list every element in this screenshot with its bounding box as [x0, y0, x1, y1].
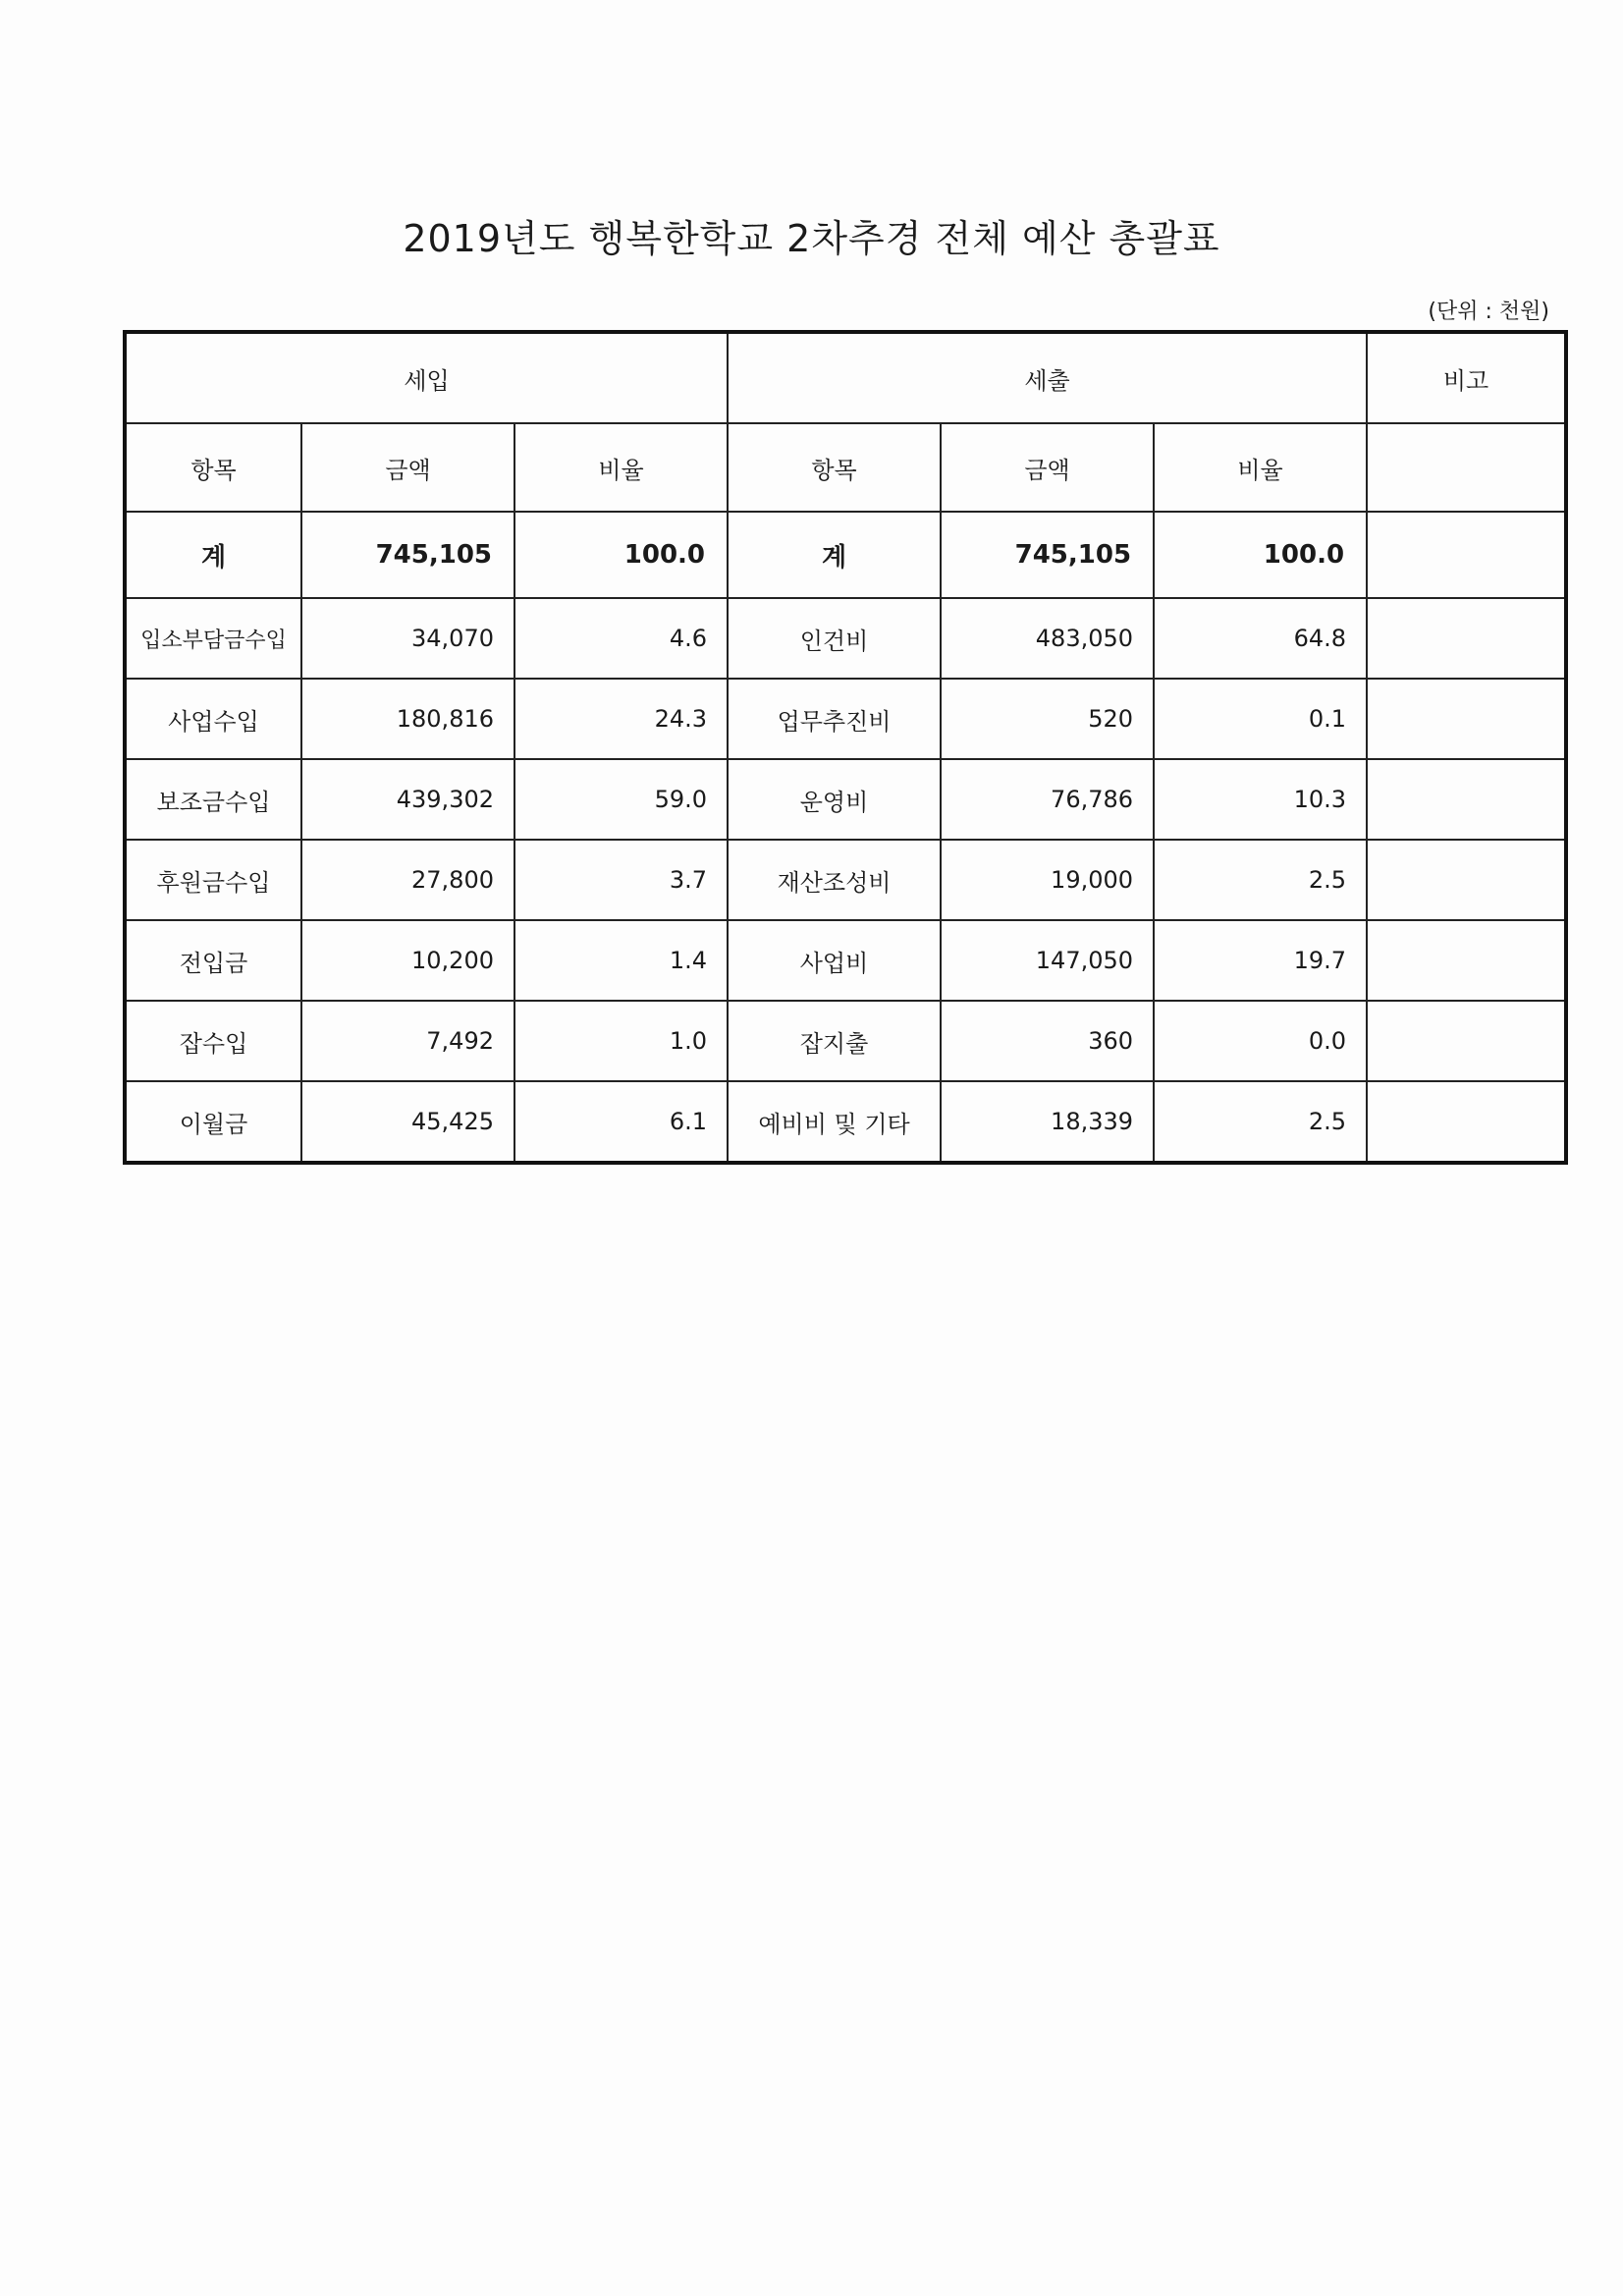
- revenue-amount: 180,816: [301, 679, 514, 759]
- row-remarks: [1367, 840, 1566, 920]
- expense-total-amount: 745,105: [941, 512, 1154, 598]
- total-row: [125, 512, 1566, 598]
- expense-ratio: 2.5: [1154, 840, 1367, 920]
- row-remarks: [1367, 1081, 1566, 1163]
- revenue-ratio: 59.0: [514, 759, 728, 840]
- expense-ratio: 10.3: [1154, 759, 1367, 840]
- revenue-ratio: 24.3: [514, 679, 728, 759]
- expense-amount: 360: [941, 1001, 1154, 1081]
- section-header-row: [125, 332, 1566, 423]
- expense-ratio: 0.0: [1154, 1001, 1367, 1081]
- revenue-total-ratio: 100.0: [514, 512, 728, 598]
- revenue-section-header: 세입: [125, 332, 728, 423]
- revenue-item: 이월금: [125, 1081, 301, 1163]
- table-row: [125, 840, 1566, 920]
- unit-note: (단위 : 천원): [1428, 300, 1549, 324]
- budget-summary-table: [123, 330, 1568, 1165]
- revenue-ratio: 6.1: [514, 1081, 728, 1163]
- expense-ratio: 19.7: [1154, 920, 1367, 1001]
- row-remarks: [1367, 679, 1566, 759]
- expense-ratio-header: 비율: [1154, 423, 1367, 512]
- revenue-amount: 27,800: [301, 840, 514, 920]
- row-remarks: [1367, 920, 1566, 1001]
- table-row: [125, 679, 1566, 759]
- row-remarks: [1367, 598, 1566, 679]
- expense-item-header: 항목: [728, 423, 941, 512]
- row-remarks: [1367, 759, 1566, 840]
- remarks-subheader: [1367, 423, 1566, 512]
- column-header-row: [125, 423, 1566, 512]
- revenue-amount: 34,070: [301, 598, 514, 679]
- revenue-item: 사업수입: [125, 679, 301, 759]
- revenue-ratio: 4.6: [514, 598, 728, 679]
- expense-item: 예비비 및 기타: [728, 1081, 941, 1163]
- revenue-ratio-header: 비율: [514, 423, 728, 512]
- table-row: [125, 920, 1566, 1001]
- revenue-total-label: 계: [125, 512, 301, 598]
- expense-amount: 76,786: [941, 759, 1154, 840]
- revenue-ratio: 1.0: [514, 1001, 728, 1081]
- expense-item: 재산조성비: [728, 840, 941, 920]
- expense-ratio: 64.8: [1154, 598, 1367, 679]
- revenue-amount: 45,425: [301, 1081, 514, 1163]
- revenue-total-amount: 745,105: [301, 512, 514, 598]
- expense-total-ratio: 100.0: [1154, 512, 1367, 598]
- expense-total-label: 계: [728, 512, 941, 598]
- revenue-item: 후원금수입: [125, 840, 301, 920]
- expense-item: 사업비: [728, 920, 941, 1001]
- revenue-item-header: 항목: [125, 423, 301, 512]
- remarks-header: 비고: [1367, 332, 1566, 423]
- expense-item: 잡지출: [728, 1001, 941, 1081]
- revenue-item: 보조금수입: [125, 759, 301, 840]
- document-title: 2019년도 행복한학교 2차추경 전체 예산 총괄표: [403, 217, 1220, 260]
- revenue-ratio: 3.7: [514, 840, 728, 920]
- expense-amount: 147,050: [941, 920, 1154, 1001]
- total-remarks: [1367, 512, 1566, 598]
- expense-amount: 18,339: [941, 1081, 1154, 1163]
- row-remarks: [1367, 1001, 1566, 1081]
- expense-amount: 483,050: [941, 598, 1154, 679]
- expense-amount: 19,000: [941, 840, 1154, 920]
- expense-ratio: 0.1: [1154, 679, 1367, 759]
- expense-amount: 520: [941, 679, 1154, 759]
- expense-section-header: 세출: [728, 332, 1367, 423]
- expense-amount-header: 금액: [941, 423, 1154, 512]
- revenue-amount-header: 금액: [301, 423, 514, 512]
- expense-item: 인건비: [728, 598, 941, 679]
- table-row: [125, 1081, 1566, 1163]
- expense-ratio: 2.5: [1154, 1081, 1367, 1163]
- revenue-amount: 7,492: [301, 1001, 514, 1081]
- table-row: [125, 759, 1566, 840]
- revenue-amount: 439,302: [301, 759, 514, 840]
- table-row: [125, 1001, 1566, 1081]
- table-row: [125, 598, 1566, 679]
- revenue-amount: 10,200: [301, 920, 514, 1001]
- revenue-ratio: 1.4: [514, 920, 728, 1001]
- expense-item: 운영비: [728, 759, 941, 840]
- revenue-item: 전입금: [125, 920, 301, 1001]
- revenue-item: 입소부담금수입: [125, 598, 301, 679]
- expense-item: 업무추진비: [728, 679, 941, 759]
- revenue-item: 잡수입: [125, 1001, 301, 1081]
